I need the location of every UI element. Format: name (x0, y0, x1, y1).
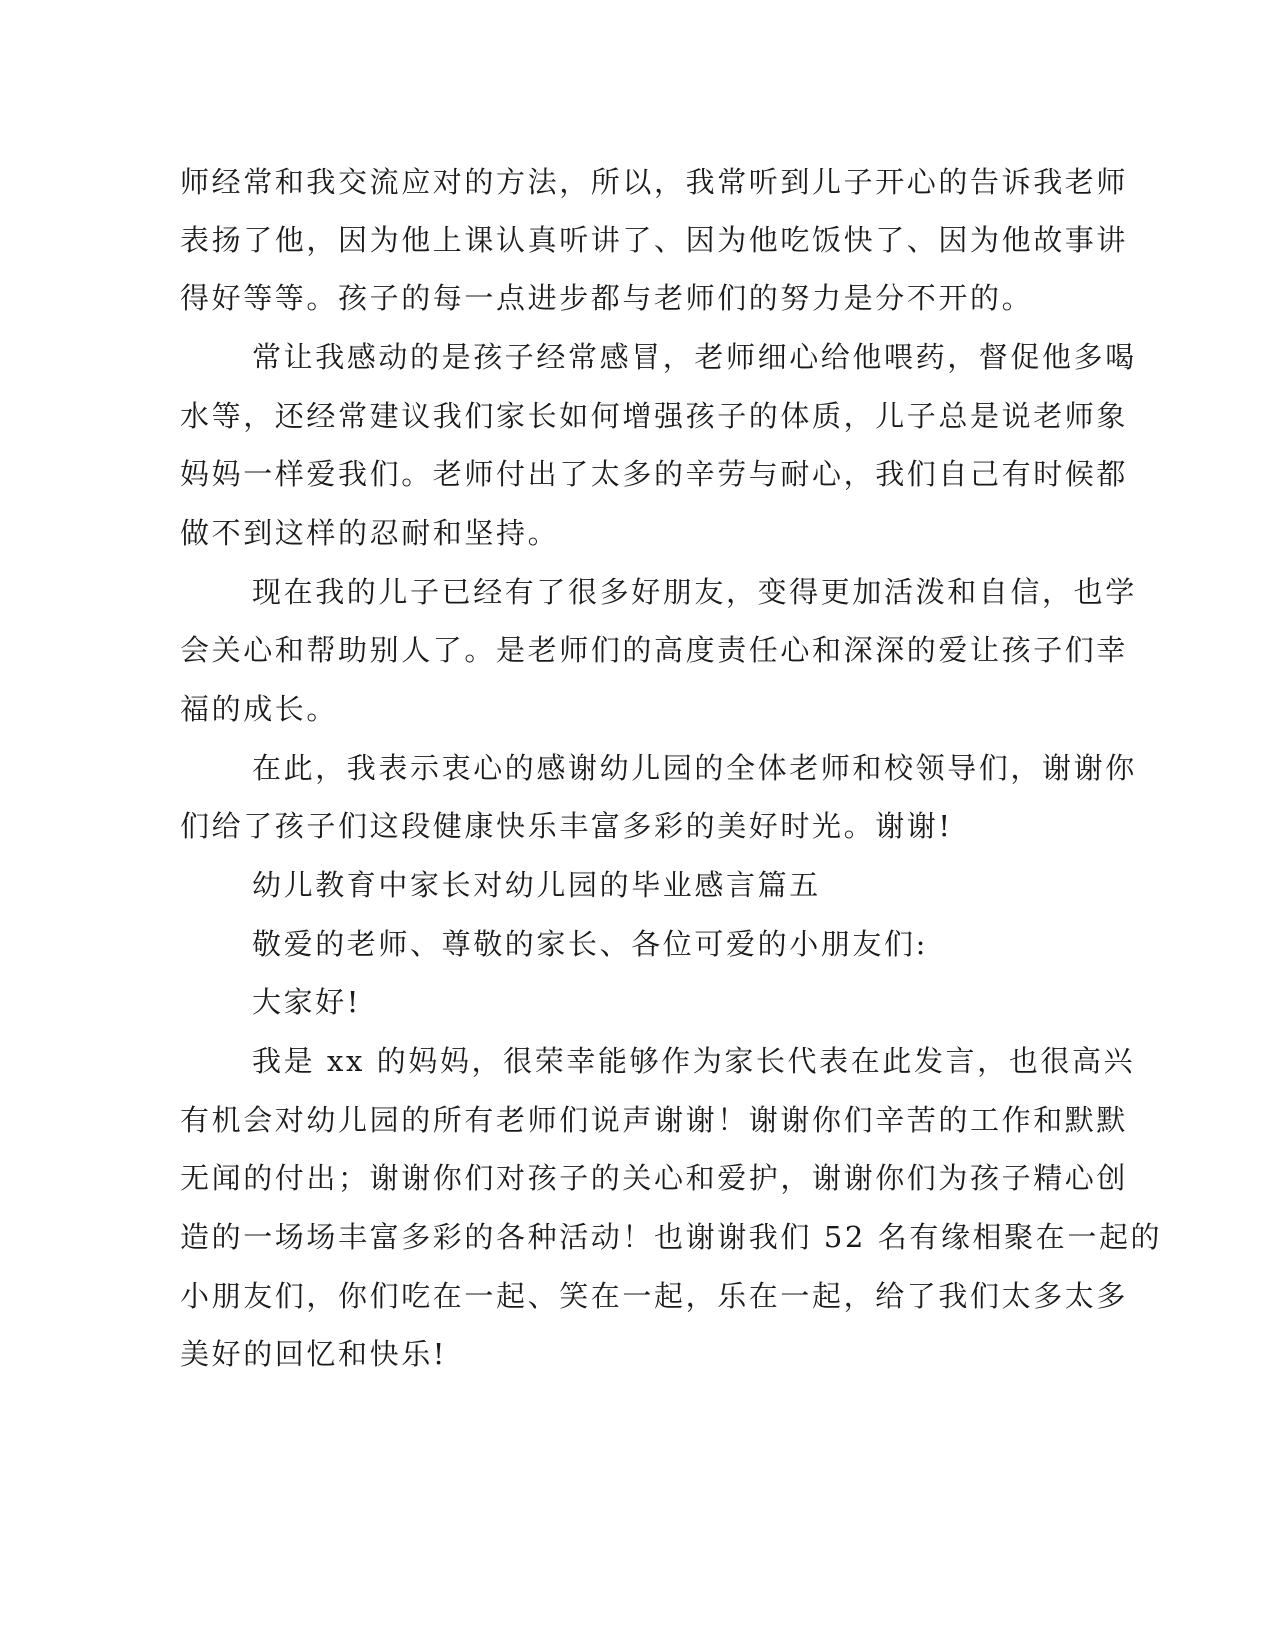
text-line: 师经常和我交流应对的方法，所以，我常听到儿子开心的告诉我老师 (180, 165, 1129, 199)
text-line: 们给了孩子们这段健康快乐丰富多彩的美好时光。谢谢! (180, 809, 953, 843)
text-line: 有机会对幼儿园的所有老师们说声谢谢！谢谢你们辛苦的工作和默默 (180, 1103, 1129, 1137)
text-line: 在此，我表示衷心的感谢幼儿园的全体老师和校领导们，谢谢你 (252, 751, 1137, 785)
text-line: 做不到这样的忍耐和坚持。 (180, 516, 560, 550)
text-line: 造的一场场丰富多彩的各种活动！也谢谢我们 52 名有缘相聚在一起的 (180, 1220, 1163, 1254)
text-line: 我是 xx 的妈妈，很荣幸能够作为家长代表在此发言，也很高兴 (252, 1044, 1136, 1078)
text-line: 福的成长。 (180, 692, 339, 726)
text-line: 水等，还经常建议我们家长如何增强孩子的体质，儿子总是说老师象 (180, 399, 1129, 433)
section-heading: 幼儿教育中家长对幼儿园的毕业感言篇五 (252, 868, 821, 902)
text-line: 美好的回忆和快乐! (180, 1337, 448, 1371)
text-line: 小朋友们，你们吃在一起、笑在一起，乐在一起，给了我们太多太多 (180, 1279, 1129, 1313)
text-line: 得好等等。孩子的每一点进步都与老师们的努力是分不开的。 (180, 281, 1034, 315)
text-line: 无闻的付出；谢谢你们对孩子的关心和爱护，谢谢你们为孩子精心创 (180, 1161, 1129, 1195)
greeting: 大家好! (252, 985, 362, 1019)
salutation: 敬爱的老师、尊敬的家长、各位可爱的小朋友们: (252, 927, 928, 961)
text-line: 妈妈一样爱我们。老师付出了太多的辛劳与耐心，我们自己有时候都 (180, 457, 1129, 491)
text-line: 现在我的儿子已经有了很多好朋友，变得更加活泼和自信，也学 (252, 575, 1137, 609)
text-line: 会关心和帮助别人了。是老师们的高度责任心和深深的爱让孩子们幸 (180, 633, 1129, 667)
text-line: 常让我感动的是孩子经常感冒，老师细心给他喂药，督促他多喝 (252, 340, 1137, 374)
text-line: 表扬了他，因为他上课认真听讲了、因为他吃饭快了、因为他故事讲 (180, 223, 1129, 257)
